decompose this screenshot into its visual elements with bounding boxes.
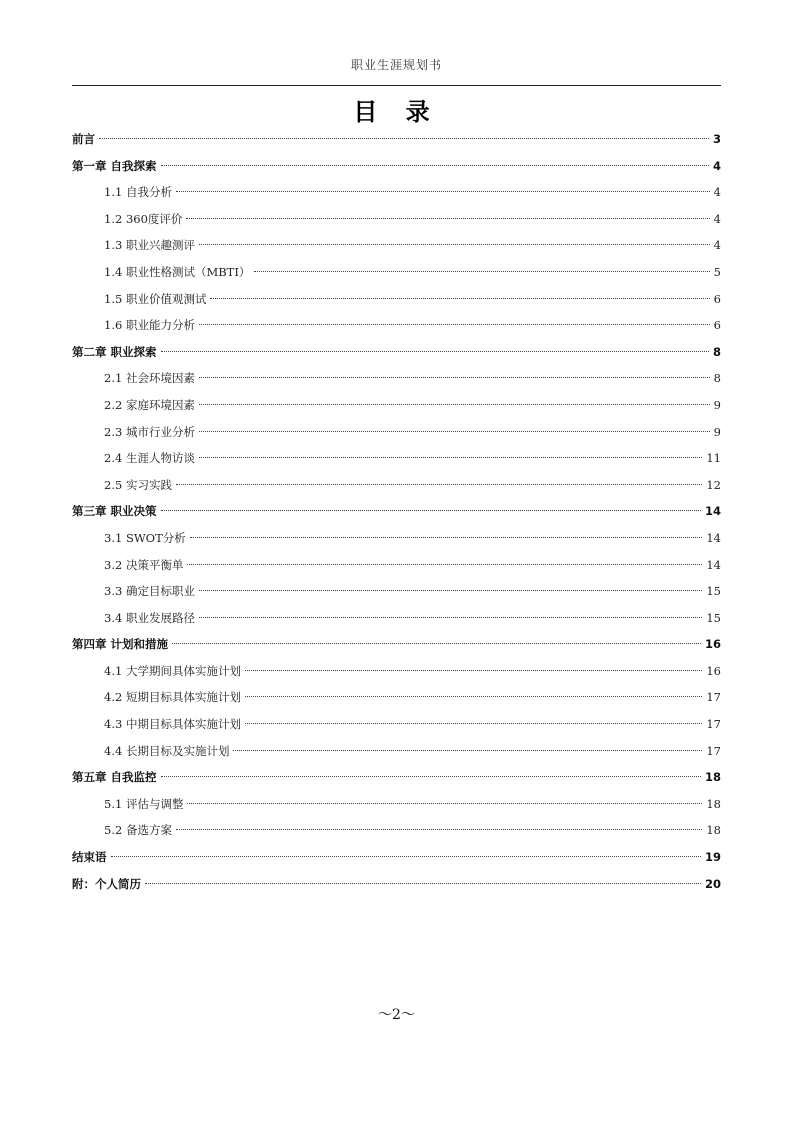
toc-section-entry[interactable] (72, 684, 721, 711)
toc-section-entry[interactable] (72, 738, 721, 765)
toc-entry-page-number: 4 (713, 238, 721, 253)
toc-entry-label: 2.2 家庭环境因素 (104, 397, 195, 412)
toc-entry-label: 2.5 实习实践 (104, 477, 172, 492)
toc-entry-page-number: 5 (713, 264, 721, 279)
toc-entry-label: 1.3 职业兴趣测评 (104, 238, 195, 253)
table-of-contents (72, 126, 721, 897)
toc-dot-leader (161, 510, 701, 511)
toc-dot-leader (199, 431, 710, 432)
toc-entry-label: 1.2 360度评价 (104, 211, 183, 226)
toc-entry-page-number: 9 (713, 397, 721, 412)
toc-entry-label: 2.3 城市行业分析 (104, 424, 195, 439)
header-rule (72, 85, 721, 86)
toc-entry-page-number: 17 (706, 743, 721, 758)
toc-dot-leader (186, 218, 709, 219)
toc-entry-page-number: 12 (706, 477, 721, 492)
toc-section-entry[interactable] (72, 525, 721, 552)
toc-dot-leader (199, 590, 702, 591)
toc-dot-leader (99, 138, 709, 139)
toc-dot-leader (161, 165, 709, 166)
toc-section-entry[interactable] (72, 472, 721, 499)
toc-dot-leader (176, 484, 702, 485)
toc-dot-leader (245, 696, 702, 697)
toc-dot-leader (190, 537, 703, 538)
page-number: ～2～ (378, 1007, 415, 1023)
toc-section-entry[interactable] (72, 286, 721, 313)
toc-entry-page-number: 16 (704, 637, 721, 652)
toc-section-entry[interactable] (72, 578, 721, 605)
toc-section-entry[interactable] (72, 817, 721, 844)
toc-dot-leader (176, 829, 702, 830)
toc-entry-label: 4.4 长期目标及实施计划 (104, 743, 230, 758)
toc-entry-label: 1.6 职业能力分析 (104, 318, 195, 333)
toc-section-entry[interactable] (72, 711, 721, 738)
toc-entry-page-number: 8 (712, 344, 721, 359)
toc-entry-page-number: 18 (706, 796, 721, 811)
toc-dot-leader (172, 643, 701, 644)
toc-section-entry[interactable] (72, 552, 721, 579)
toc-dot-leader (145, 883, 701, 884)
toc-chapter-entry[interactable] (72, 871, 721, 898)
toc-section-entry[interactable] (72, 445, 721, 472)
toc-entry-label: 5.1 评估与调整 (104, 796, 184, 811)
toc-entry-page-number: 6 (713, 318, 721, 333)
toc-entry-label: 4.3 中期目标具体实施计划 (104, 717, 241, 732)
toc-dot-leader (199, 457, 702, 458)
toc-section-entry[interactable] (72, 312, 721, 339)
toc-entry-page-number: 3 (712, 132, 721, 146)
toc-entry-page-number: 17 (706, 690, 721, 705)
toc-entry-page-number: 18 (704, 770, 721, 785)
toc-entry-page-number: 15 (706, 584, 721, 599)
toc-dot-leader (199, 244, 710, 245)
toc-entry-label: 第四章 计划和措施 (72, 637, 169, 652)
toc-dot-leader (233, 750, 702, 751)
toc-dot-leader (176, 191, 710, 192)
toc-entry-label: 第二章 职业探索 (72, 344, 157, 359)
toc-entry-label: 4.2 短期目标具体实施计划 (104, 690, 241, 705)
toc-entry-page-number: 14 (706, 530, 721, 545)
toc-entry-label: 2.1 社会环境因素 (104, 371, 195, 386)
toc-section-entry[interactable] (72, 365, 721, 392)
running-header: 职业生涯规划书 (350, 58, 442, 72)
toc-entry-page-number: 15 (706, 610, 721, 625)
toc-dot-leader (254, 271, 709, 272)
toc-entry-page-number: 17 (706, 717, 721, 732)
toc-section-entry[interactable] (72, 206, 721, 233)
toc-section-entry[interactable] (72, 605, 721, 632)
toc-chapter-entry[interactable] (72, 153, 721, 180)
toc-chapter-entry[interactable] (72, 126, 721, 153)
toc-entry-label: 第三章 职业决策 (72, 504, 157, 519)
toc-entry-page-number: 16 (706, 663, 721, 678)
toc-entry-label: 3.1 SWOT分析 (104, 530, 186, 545)
toc-entry-page-number: 11 (706, 451, 721, 466)
toc-section-entry[interactable] (72, 179, 721, 206)
toc-chapter-entry[interactable] (72, 631, 721, 658)
toc-title: 目 录 (353, 98, 440, 126)
toc-dot-leader (161, 776, 701, 777)
toc-entry-label: 1.5 职业价值观测试 (104, 291, 207, 306)
toc-entry-page-number: 4 (713, 185, 721, 200)
toc-dot-leader (187, 564, 702, 565)
toc-entry-label: 1.1 自我分析 (104, 185, 172, 200)
toc-chapter-entry[interactable] (72, 764, 721, 791)
toc-dot-leader (111, 856, 701, 857)
toc-entry-page-number: 6 (713, 291, 721, 306)
toc-entry-label: 3.3 确定目标职业 (104, 584, 195, 599)
toc-entry-page-number: 19 (704, 850, 721, 865)
toc-section-entry[interactable] (72, 658, 721, 685)
toc-dot-leader (245, 670, 702, 671)
toc-entry-label: 第五章 自我监控 (72, 770, 157, 785)
toc-chapter-entry[interactable] (72, 339, 721, 366)
toc-entry-page-number: 14 (706, 557, 721, 572)
toc-dot-leader (199, 377, 710, 378)
toc-entry-page-number: 9 (713, 424, 721, 439)
toc-entry-page-number: 4 (712, 158, 721, 173)
toc-dot-leader (161, 351, 709, 352)
toc-section-entry[interactable] (72, 791, 721, 818)
toc-section-entry[interactable] (72, 419, 721, 446)
toc-entry-label: 1.4 职业性格测试（MBTI） (104, 264, 251, 279)
toc-entry-label: 4.1 大学期间具体实施计划 (104, 663, 241, 678)
toc-entry-label: 2.4 生涯人物访谈 (104, 451, 195, 466)
toc-entry-page-number: 18 (706, 823, 721, 838)
toc-section-entry[interactable] (72, 232, 721, 259)
toc-entry-page-number: 8 (713, 371, 721, 386)
toc-entry-label: 3.2 决策平衡单 (104, 557, 184, 572)
toc-chapter-entry[interactable] (72, 844, 721, 871)
toc-entry-page-number: 20 (704, 876, 721, 891)
toc-entry-label: 第一章 自我探索 (72, 158, 157, 173)
toc-dot-leader (210, 298, 709, 299)
toc-dot-leader (199, 404, 710, 405)
toc-dot-leader (199, 617, 702, 618)
toc-entry-label: 5.2 备选方案 (104, 823, 172, 838)
toc-entry-label: 前言 (72, 132, 95, 146)
toc-section-entry[interactable] (72, 392, 721, 419)
toc-dot-leader (245, 723, 702, 724)
toc-section-entry[interactable] (72, 259, 721, 286)
toc-entry-label: 结束语 (72, 850, 107, 865)
toc-entry-label: 3.4 职业发展路径 (104, 610, 195, 625)
toc-chapter-entry[interactable] (72, 498, 721, 525)
toc-entry-label: 附：个人简历 (72, 876, 141, 891)
toc-entry-page-number: 14 (704, 504, 721, 519)
toc-dot-leader (187, 803, 702, 804)
toc-entry-page-number: 4 (713, 211, 721, 226)
toc-dot-leader (199, 324, 710, 325)
